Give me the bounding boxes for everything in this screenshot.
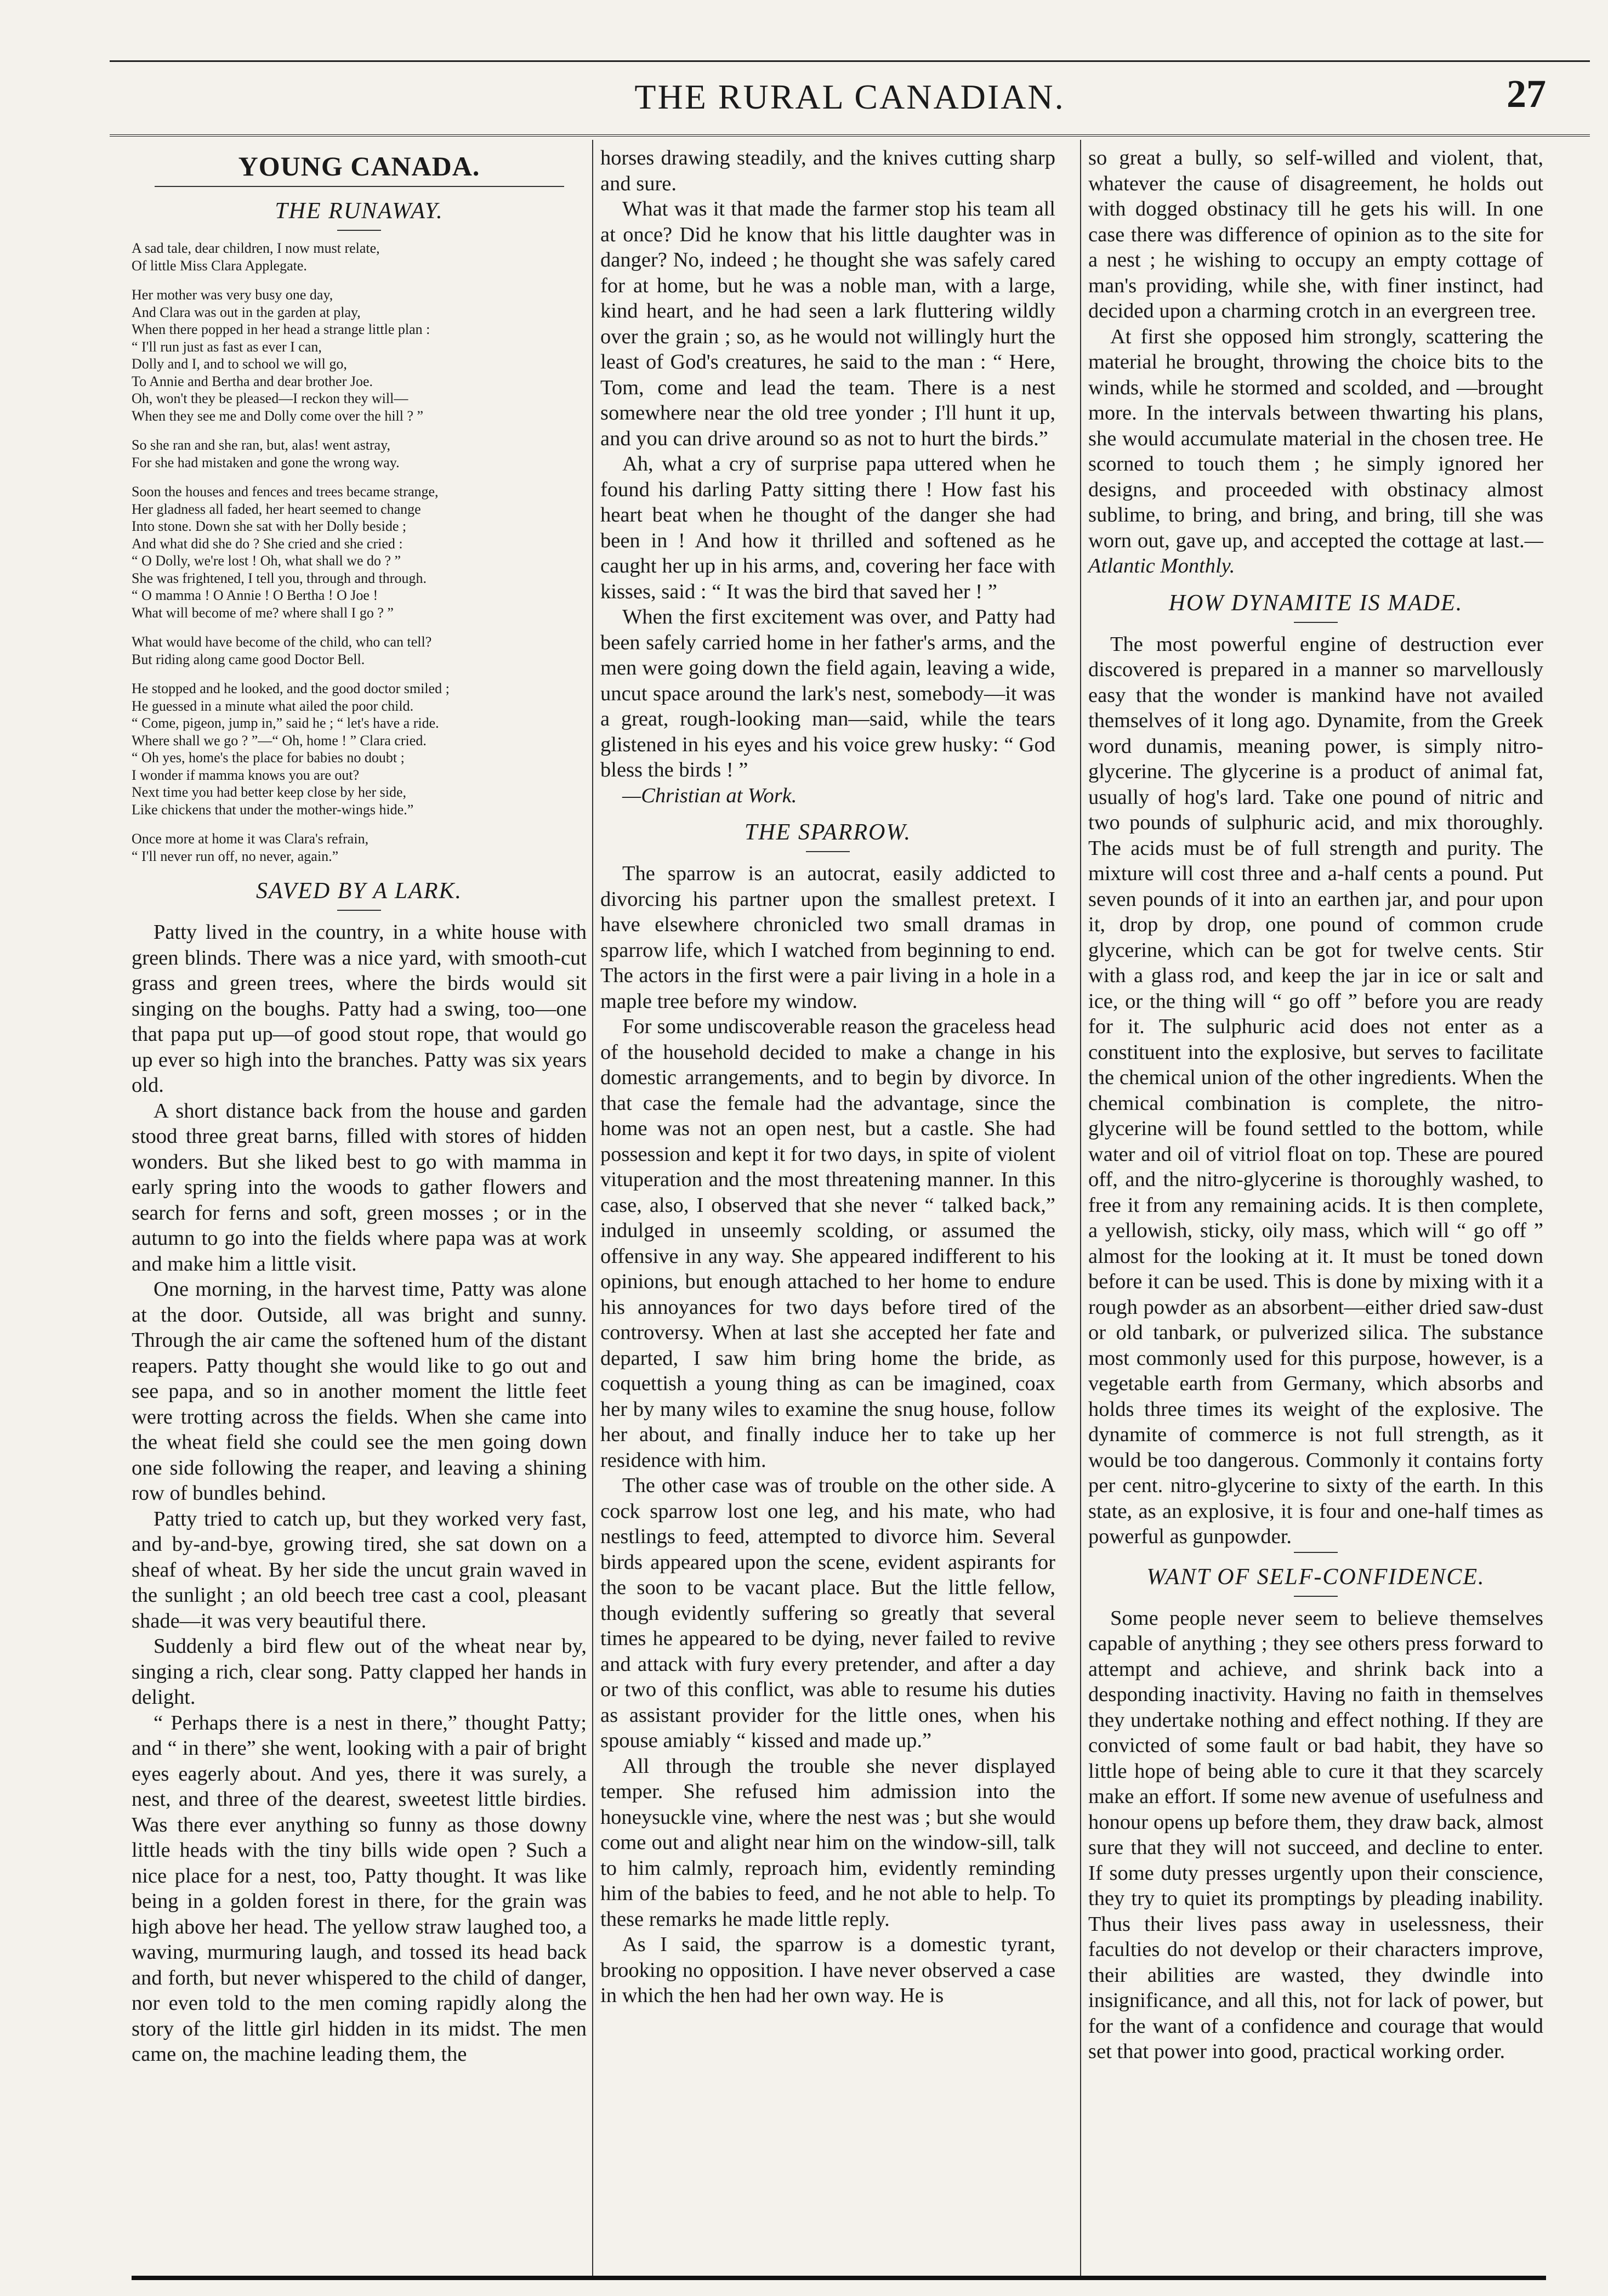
poem-line: He stopped and he looked, and the good doctor smiled ; bbox=[132, 681, 450, 696]
poem-line: Like chickens that under the mother-wings hide.” bbox=[132, 801, 414, 818]
article-credit: —Atlantic Monthly. bbox=[1088, 529, 1543, 577]
poem-line: And what did she do ? She cried and she cried : bbox=[132, 535, 403, 552]
poem-line: She was frightened, I tell you, through and through. bbox=[132, 570, 427, 586]
article-title: THE RUNAWAY. bbox=[275, 199, 444, 224]
paragraph: The most powerful engine of destruction ever discovered is prepared in a manner so marvellously easy that the wonder is mankind have not availed themselves of it long ago. Dynamite, from the Greek word dunamis, meaning power, is simply nitro-glycerine. The glycerine is a product of animal fat, usually of hog's lard. Take one pound of nitric and two pounds of sulphuric acid, and mix thoroughly. The acids must be of full strength and purity. The mixture will cost three and a-half cents a pound. Put seven pounds of it into an earthen jar, and pour upon it, drop by drop, one pound of common crude glycerine, which can be got for twelve cents. Stir with a glass rod, and keep the jar in ice or salt and ice, or the thing will “ go off ” before you are ready for it. The sulphuric acid does not enter as a constituent into the explosive, but serves to facilitate the chemical union of the other ingredients. When the chemical combination is complete, the nitro-glycerine will be found settled to the bottom, while water and oil of vitriol float on top. These are poured off, and the nitro-glycerine is thoroughly washed, to free it from any remaining acids. It is then complete, a yellowish, sticky, oily mass, which will “ go off ” almost for the looking at it. It must be toned down before it can be used. This is done by mixing with it a rough powder as an absorbent—either dried saw-dust or old tanbark, or pulverized silica. The substance most commonly used for this purpose, however, is a vegetable earth from Germany, which absorbs and holds three times its weight of the explosive. The dynamite of commerce is not full strength, as it would be too dangerous. Commonly it contains forty per cent. nitro-glycerine to sixty of the earth. In this state, as an explosive, it is four and one-half times as powerful as gunpowder. bbox=[1088, 632, 1543, 1548]
paragraph: For some undiscoverable reason the graceless head of the household decided to make a change in his domestic arrangements, and to begin by divorce. In that case the female had the advantage, since the home was not an open nest, but a castle. She had possession and kept it for two days, in spite of violent vituperation and the most threatening manner. In this case, also, I observed that she never “ talked back,” indulged in unseemly scolding, or assumed the offensive in any way. She appeared indifferent to his opinions, but enough attached to her home to endure his annoyances for two days before tired of the controversy. When at last she accepted her fate and departed, I saw him bring home the bride, as coquettish a young thing as can be imagined, coax her by many wiles to examine the snug house, follow her about, and finally induce her to take up her residence with him. bbox=[600, 1015, 1055, 1472]
paragraph: What was it that made the farmer stop his team all at once? Did he know that his little daughter was in danger? No, indeed ; he thought she was safely cared for at home, but he was a noble man, with a large, kind heart, and he had seen a lark fluttering wildly over the grain ; so, as he would not willingly hurt the least of God's creatures, he said to the man : “ Here, Tom, come and lead the team. There is a nest somewhere near the old tree yonder ; I'll hunt it up, and you can drive around so as not to hurt the birds.” bbox=[600, 197, 1055, 450]
article-title: HOW DYNAMITE IS MADE. bbox=[1168, 590, 1463, 616]
article-body bbox=[600, 861, 1055, 2009]
poem-stanza bbox=[132, 830, 587, 865]
poem-line: He guessed in a minute what ailed the poor child. bbox=[132, 698, 414, 714]
poem bbox=[132, 240, 587, 865]
column-divider bbox=[592, 140, 593, 2278]
poem-line: I wonder if mamma knows you are out? bbox=[132, 767, 360, 783]
poem-line: For she had mistaken and gone the wrong way. bbox=[132, 454, 400, 470]
article-body bbox=[1088, 632, 1543, 1550]
article-body bbox=[600, 145, 1055, 783]
article-body bbox=[1088, 1606, 1543, 2065]
paragraph: A short distance back from the house and garden stood three great barns, filled with stores of hidden wonders. But she liked best to go with mamma in early spring into the woods to gather flowers and search for ferns and soft, green mosses ; or in the autumn to go into the fields where papa was at work and make him a little visit. bbox=[132, 1099, 587, 1275]
column-divider bbox=[1080, 140, 1081, 2278]
paragraph: Patty lived in the country, in a white house with green blinds. There was a nice yard, with smooth-cut grass and green trees, where the birds would sit singing on the boughs. Patty had a swing, too—one that papa put up—of good stout rope, that would go up ever so high into the branches. Patty was six years old. bbox=[132, 921, 587, 1097]
paragraph: Patty tried to catch up, but they worked very fast, and by-and-bye, growing tired, she sat down on a sheaf of wheat. By her side the uncut grain waved in the sunlight ; an old beech tree cast a cool, pleasant shade—it was very beautiful there. bbox=[132, 1507, 587, 1632]
divider bbox=[806, 851, 850, 852]
paragraph: Some people never seem to believe themselves capable of anything ; they see others press forward to attempt and achieve, and shrink back into a desponding inactivity. Having no faith in themselves they undertake nothing and effect nothing. If they are convicted of some fault or bad habit, they have so little hope of being able to cure it that they scarcely make an effort. If some new avenue of usefulness and honour opens up before them, they draw back, almost sure that they will not succeed, and decline to enter. If some duty presses urgently upon their conscience, they try to quiet its promptings by pleading inability. Thus their lives pass away in uselessness, their faculties do not develop or their characters improve, their abilities are wasted, they dwindle into insignificance, and all this, not for lack of power, but for the want of a confidence and courage that would set that power into good, practical working order. bbox=[1088, 1606, 1543, 2063]
poem-line: “ O Dolly, we're lost ! Oh, what shall we do ? ” bbox=[132, 553, 401, 569]
divider bbox=[1294, 622, 1338, 623]
paragraph: horses drawing steadily, and the knives cutting sharp and sure. bbox=[600, 146, 1055, 195]
poem-line: To Annie and Bertha and dear brother Joe. bbox=[132, 373, 373, 389]
poem-line: “ O mamma ! O Annie ! O Bertha ! O Joe ! bbox=[132, 587, 378, 603]
divider bbox=[337, 230, 381, 231]
paragraph bbox=[1088, 324, 1543, 579]
divider bbox=[155, 186, 564, 187]
header-bottom-rule bbox=[110, 134, 1590, 140]
poem-line: Next time you had better keep close by her side, bbox=[132, 784, 407, 800]
divider bbox=[1294, 1552, 1338, 1553]
bottom-rule bbox=[132, 2276, 1546, 2280]
column-3 bbox=[1088, 145, 1543, 2065]
poem-line: “ I'll run just as fast as ever I can, bbox=[132, 338, 322, 355]
article-title: THE SPARROW. bbox=[744, 820, 911, 845]
poem-line: “ Come, pigeon, jump in,” said he ; “ let's have a ride. bbox=[132, 715, 439, 731]
poem-line: Once more at home it was Clara's refrain, bbox=[132, 831, 369, 847]
divider bbox=[1294, 1596, 1338, 1597]
poem-line: Dolly and I, and to school we will go, bbox=[132, 356, 347, 372]
poem-line: So she ran and she ran, but, alas! went astray, bbox=[132, 437, 390, 453]
header-top-rule bbox=[110, 60, 1590, 62]
poem-stanza bbox=[132, 633, 587, 668]
poem-line: What would have become of the child, who can tell? bbox=[132, 634, 432, 650]
masthead-title: THE RURAL CANADIAN. bbox=[634, 77, 1065, 116]
column-2 bbox=[600, 145, 1055, 2009]
poem-line: When they see me and Dolly come over the hill ? ” bbox=[132, 407, 424, 424]
poem-line: A sad tale, dear children, I now must relate, bbox=[132, 240, 380, 256]
paragraph: The sparrow is an autocrat, easily addicted to divorcing his partner upon the smallest pretext. I have elsewhere chronicled two small dramas in sparrow life, which I watched from beginning to end. The actors in the first were a pair living in a hole in a maple tree before my window. bbox=[600, 862, 1055, 1013]
paragraph: As I said, the sparrow is a domestic tyrant, brooking no opposition. I have never observed a case in which the hen had her own way. He is bbox=[600, 1933, 1055, 2007]
poem-line: When there popped in her head a strange little plan : bbox=[132, 321, 430, 337]
paragraph: Ah, what a cry of surprise papa uttered when he found his darling Patty sitting there ! How fast his heart beat when he thought of the danger she had been in ! And how it thrilled and softened as he caught her up in his arms, and, covering her face with kisses, said : “ It was the bird that saved her ! ” bbox=[600, 452, 1055, 603]
poem-stanza bbox=[132, 286, 587, 424]
article-body bbox=[132, 920, 587, 2067]
poem-stanza bbox=[132, 483, 587, 621]
poem-line: Oh, won't they be pleased—I reckon they will— bbox=[132, 390, 408, 406]
poem-stanza bbox=[132, 436, 587, 471]
paragraph: so great a bully, so self-willed and violent, that, whatever the cause of disagreement, he holds out with dogged obstinacy till he gets his will. In one case there was difference of opinion as to the site for a nest ; he wishing to occupy an empty cottage of man's providing, while she, with finer instinct, had decided upon a charming crotch in an evergreen tree. bbox=[1088, 146, 1543, 322]
masthead bbox=[110, 55, 1590, 137]
article-title: WANT OF SELF-CONFIDENCE. bbox=[1146, 1564, 1485, 1590]
poem-line: And Clara was out in the garden at play, bbox=[132, 304, 361, 320]
paragraph: “ Perhaps there is a nest in there,” thought Patty; and “ in there” she went, looking with a pair of bright eyes eagerly about. And yes, there it was surely, a nest, and three of the dearest, sweetest little birdies. Was there ever anything so funny as those downy little heads with the tiny bills wide open ? Such a nice place for a nest, too, Patty thought. It was like being in a golden forest in there, for the grain was high above her head. The yellow straw laughed too, a waving, murmuring laugh, and tossed its head back and forth, but never whispered to the child of danger, nor even told to the men coming rapidly along the story of the little girl hidden in its midst. The men came on, the machine leading them, the bbox=[132, 1711, 587, 2066]
poem-line: But riding along came good Doctor Bell. bbox=[132, 651, 365, 667]
poem-stanza bbox=[132, 680, 587, 818]
poem-line: Soon the houses and fences and trees became strange, bbox=[132, 484, 439, 500]
article-credit: —Christian at Work. bbox=[622, 784, 797, 807]
paragraph: When the first excitement was over, and Patty had been safely carried home in her father's arms, and the men were going down the field again, leaving a wide, uncut space around the lark's nest, somebody—it was a great, rough-looking man—said, while the tears glistened in his eyes and his voice grew husky: “ God bless the birds ! ” bbox=[600, 605, 1055, 781]
article-title: SAVED BY A LARK. bbox=[255, 878, 463, 904]
column-1 bbox=[132, 145, 587, 2067]
poem-line: “ I'll never run off, no never, again.” bbox=[132, 848, 339, 864]
paragraph-text: At first she opposed him strongly, scattering the material he brought, throwing the choice bits to the winds, while he stormed and scolded, and —brought more. In the intervals between thwarting his plans, she would accumulate material in the chosen tree. He scorned to touch them ; he simply ignored her designs, and proceeded with obstinacy almost sublime, to bring, and bring, and bring, till she was worn out, gave up, and accepted the cottage at last. bbox=[1088, 325, 1543, 552]
divider bbox=[337, 910, 381, 911]
poem-line: Of little Miss Clara Applegate. bbox=[132, 257, 307, 274]
poem-line: “ Oh yes, home's the place for babies no doubt ; bbox=[132, 750, 405, 766]
poem-line: Where shall we go ? ”—“ Oh, home ! ” Clara cried. bbox=[132, 732, 427, 749]
poem-line: Her gladness all faded, her heart seemed to change bbox=[132, 501, 421, 517]
paragraph: One morning, in the harvest time, Patty was alone at the door. Outside, all was bright and sunny. Through the air came the softened hum of the distant reapers. Patty thought she would like to go out and see papa, and so in another moment the little feet were trotting across the fields. When she came into the wheat field she could see the men going down one side following the reaper, and leaving a shining row of bundles behind. bbox=[132, 1278, 587, 1505]
poem-line: What will become of me? where shall I go ? ” bbox=[132, 604, 394, 621]
paragraph: The other case was of trouble on the other side. A cock sparrow lost one leg, and his mate, who had nestlings to feed, attempted to divorce him. Several birds appeared upon the scene, evident aspirants for the soon to be vacant place. But the little fellow, though evidently suffering so greatly that several times he appeared to be dying, never failed to revive and attack with fury every pretender, and after a day or two of this conflict, was able to resume his duties as assistant provider for the little ones, when his spouse amiably “ kissed and made up.” bbox=[600, 1474, 1055, 1752]
page-number: 27 bbox=[1507, 72, 1546, 116]
section-heading: YOUNG CANADA. bbox=[238, 151, 480, 182]
paragraph: All through the trouble she never displayed temper. She refused him admission into the honeysuckle vine, where the nest was ; but she would come out and alight near him on the window-sill, talk to him calmly, reproach him, evidently reminding him of the babies to feed, and he not able to help. To these remarks he made little reply. bbox=[600, 1754, 1055, 1931]
paragraph: Suddenly a bird flew out of the wheat near by, singing a rich, clear song. Patty clapped her hands in delight. bbox=[132, 1635, 587, 1709]
poem-line: Into stone. Down she sat with her Dolly beside ; bbox=[132, 518, 407, 534]
poem-stanza bbox=[132, 240, 587, 274]
poem-line: Her mother was very busy one day, bbox=[132, 287, 333, 303]
